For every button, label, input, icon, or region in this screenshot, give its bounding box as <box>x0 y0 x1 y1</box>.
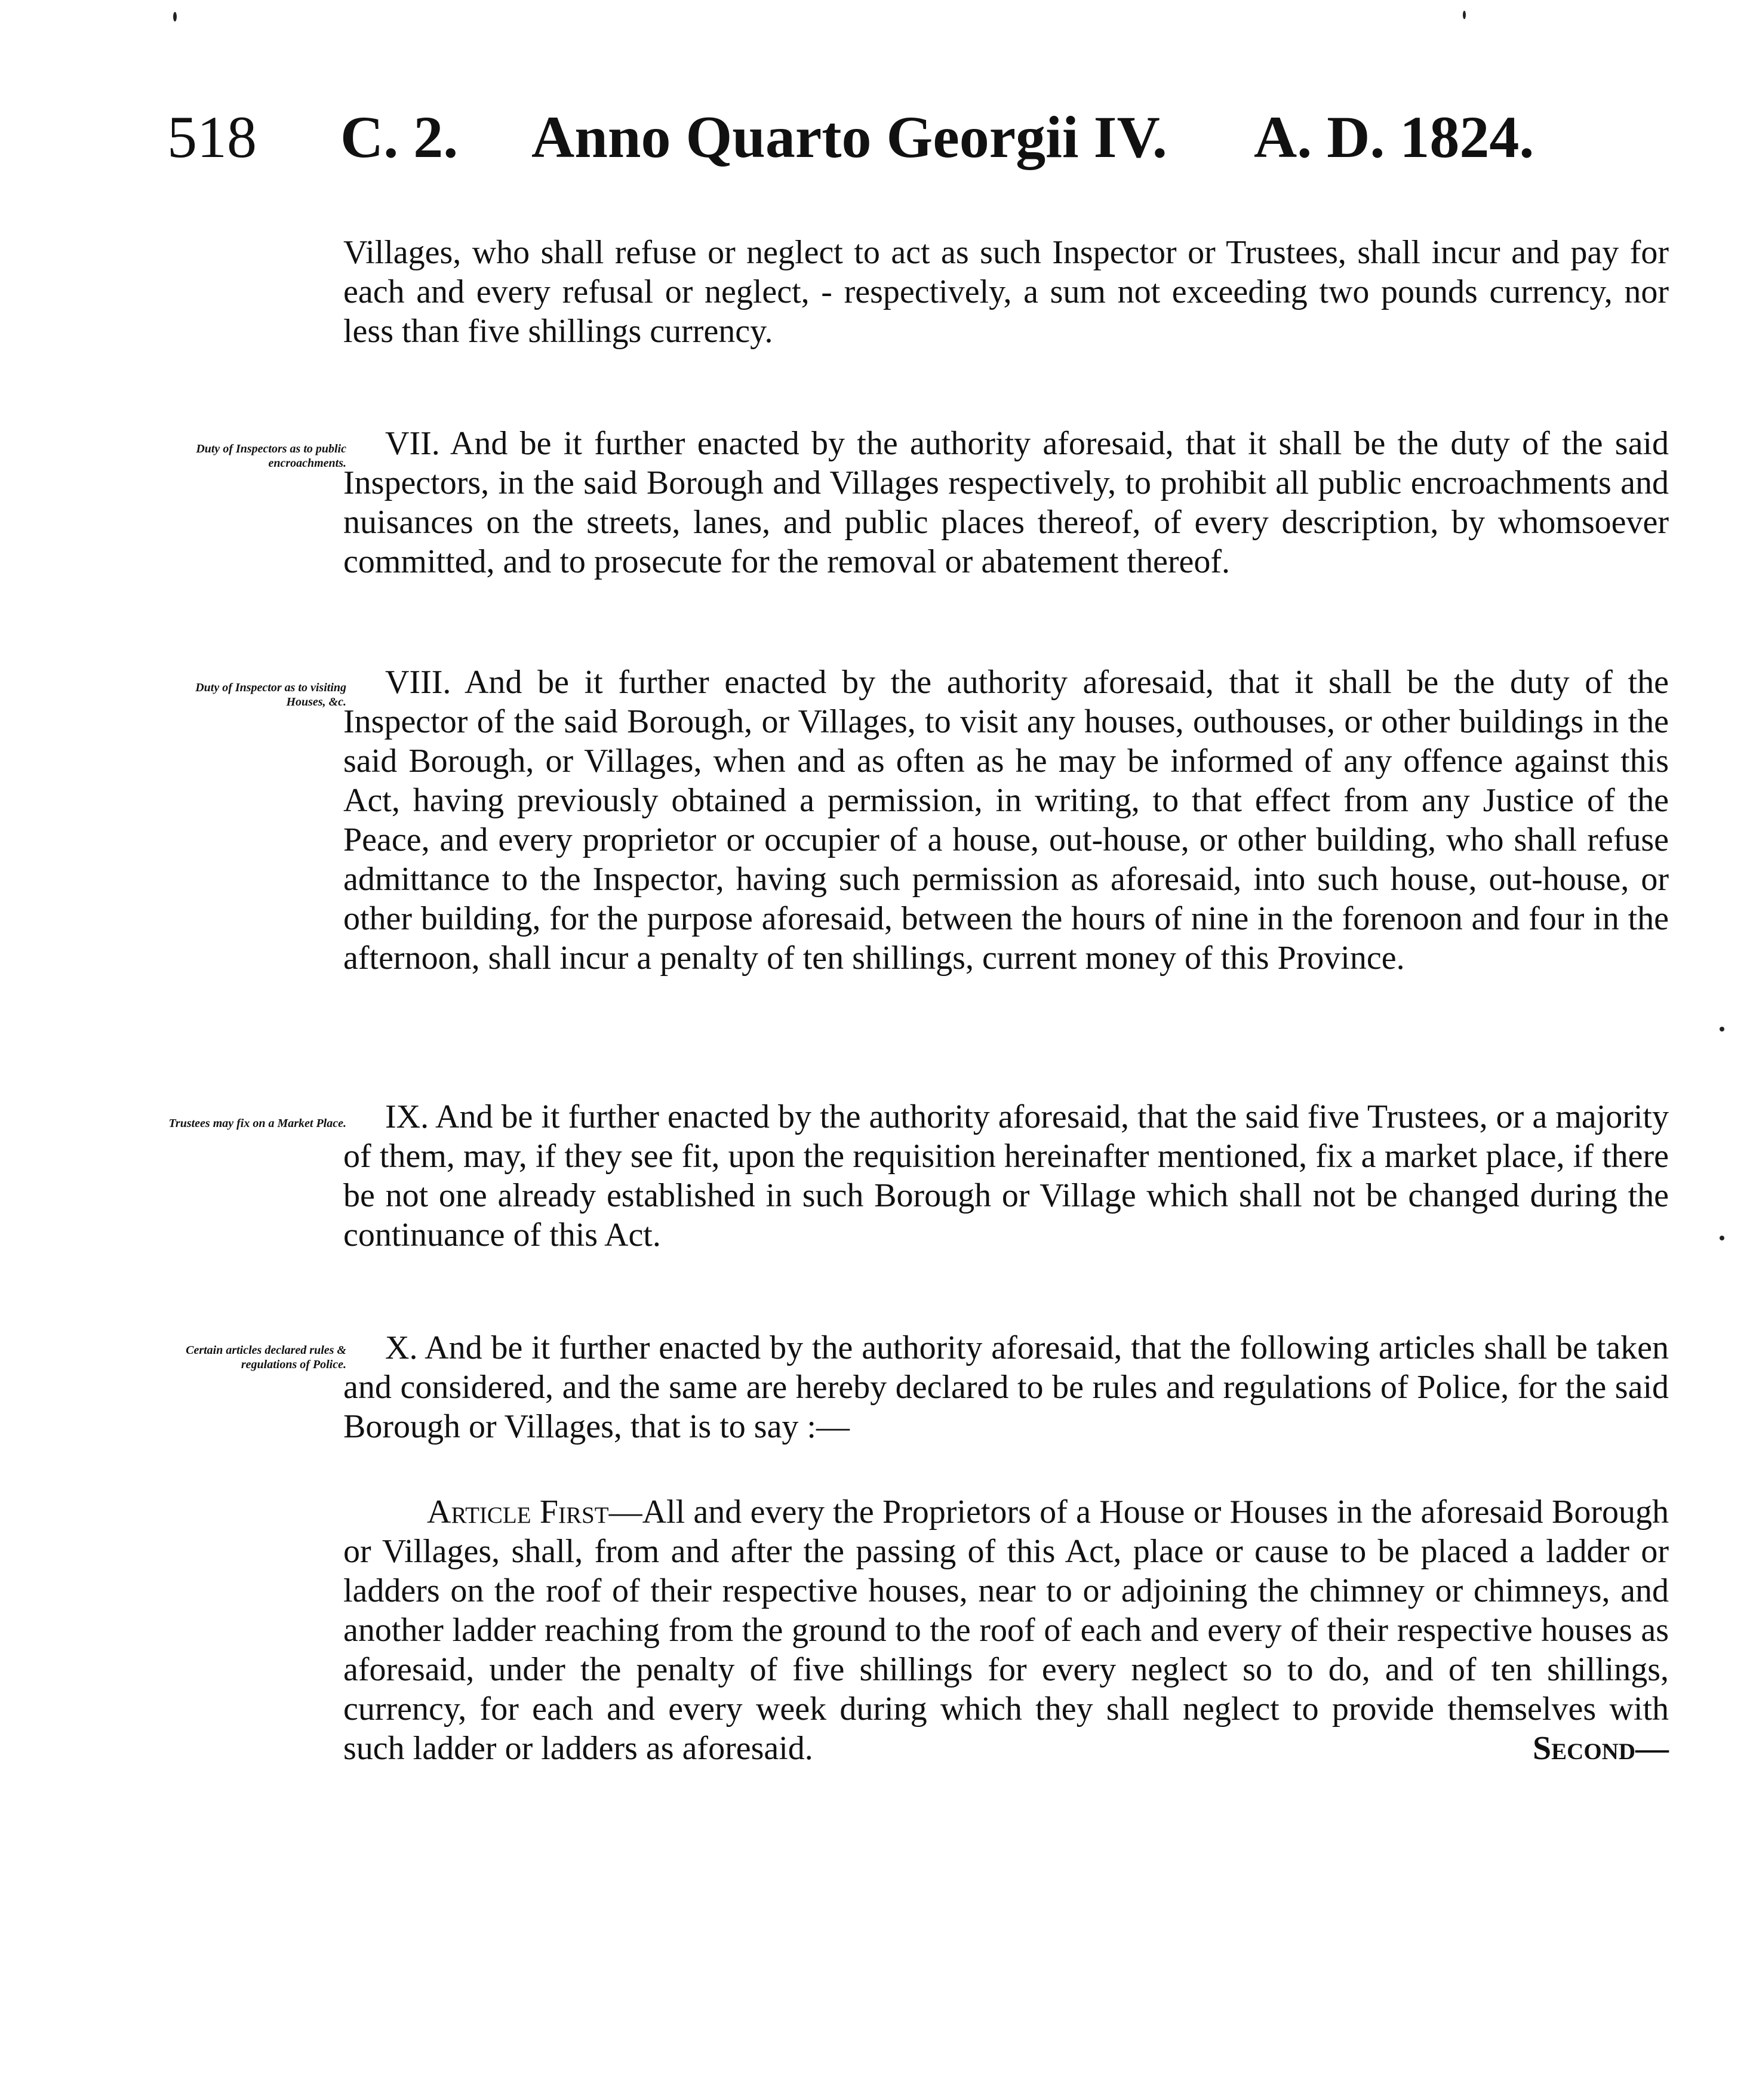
year: A. D. 1824. <box>1254 104 1534 170</box>
section-10-paragraph: X. And be it further enacted by the authority aforesaid, that the following articles shall be taken and considered, and the same are hereby declared to be rules and regulations of Police, for the said Borough or Villages, that is to say :— <box>343 1329 1669 1445</box>
section-9-paragraph: IX. And be it further enacted by the authority aforesaid, that the said five Trustees, or a majority of them, may, if they see fit, upon the requisition hereinafter mentioned, fix a market place, if there be not one already established in such Borough or Village which shall not be changed during the continuance of this Act. <box>343 1098 1669 1254</box>
article-first-label: Article First <box>427 1494 609 1531</box>
section-7-paragraph: VII. And be it further enacted by the authority aforesaid, that it shall be the duty of the said Inspectors, in the said Borough and Villages respectively, to prohibit all public encroachments and nuisances on the streets, lanes, and public places thereof, of every description, by whomsoever committed, and to prosecute for the removal or abatement thereof. <box>343 425 1669 580</box>
margin-note-section-10: Certain articles declared rules & regulations of Police. <box>186 1344 346 1371</box>
print-speck <box>173 12 177 21</box>
running-title: Anno Quarto Georgii IV. <box>531 104 1167 170</box>
section-8-paragraph: VIII. And be it further enacted by the authority aforesaid, that it shall be the duty of the Inspector of the said Borough, or Villages, to visit any houses, outhouses, or other buildings in the said Borough, or Villages, when and as often as he may be informed of any offence against this Act, having previously obtained a permission, in writing, to that effect from any Justice of the Peace, and every proprietor or occupier of a house, out-house, or other building, who shall refuse admittance to the Inspector, having such permission as aforesaid, into such house, out-house, or other building, for the purpose aforesaid, between the hours of nine in the forenoon and four in the afternoon, shall incur a penalty of ten shillings, current money of this Province. <box>343 664 1669 977</box>
running-header <box>167 101 1660 173</box>
print-speck <box>1720 1236 1724 1240</box>
margin-note-section-7: Duty of Inspectors as to public encroachments. <box>196 442 346 470</box>
print-speck <box>1463 11 1466 19</box>
chapter-number: C. 2. <box>340 104 459 170</box>
catchword: Second— <box>1533 1730 1669 1767</box>
opening-paragraph: Villages, who shall refuse or neglect to act as such Inspector or Trustees, shall incur and pay for each and every refusal or neglect, - respectively, a sum not exceeding two pounds currency, nor less than five shillings currency. <box>343 234 1669 350</box>
page-number: 518 <box>167 104 257 170</box>
margin-note-section-9: Trustees may fix on a Market Place. <box>168 1117 346 1130</box>
article-first-paragraph <box>343 1492 1669 1768</box>
print-speck <box>1720 1027 1724 1031</box>
article-first-text: —All and every the Proprietors of a House or Houses in the aforesaid Borough or Villages, shall, from and after the passing of this Act, place or cause to be placed a ladder or ladders on the roof of their respective houses, near to or adjoining the chimney or chimneys, and another ladder reaching from the ground to the roof of each and every of their respective houses as aforesaid, under the penalty of five shillings for every neglect so to do, and of ten shillings, currency, for each and every week during which they shall neglect to provide themselves with such ladder or ladders as aforesaid. <box>343 1494 1669 1767</box>
margin-note-section-8: Duty of Inspector as to visiting Houses, &c. <box>195 681 346 709</box>
